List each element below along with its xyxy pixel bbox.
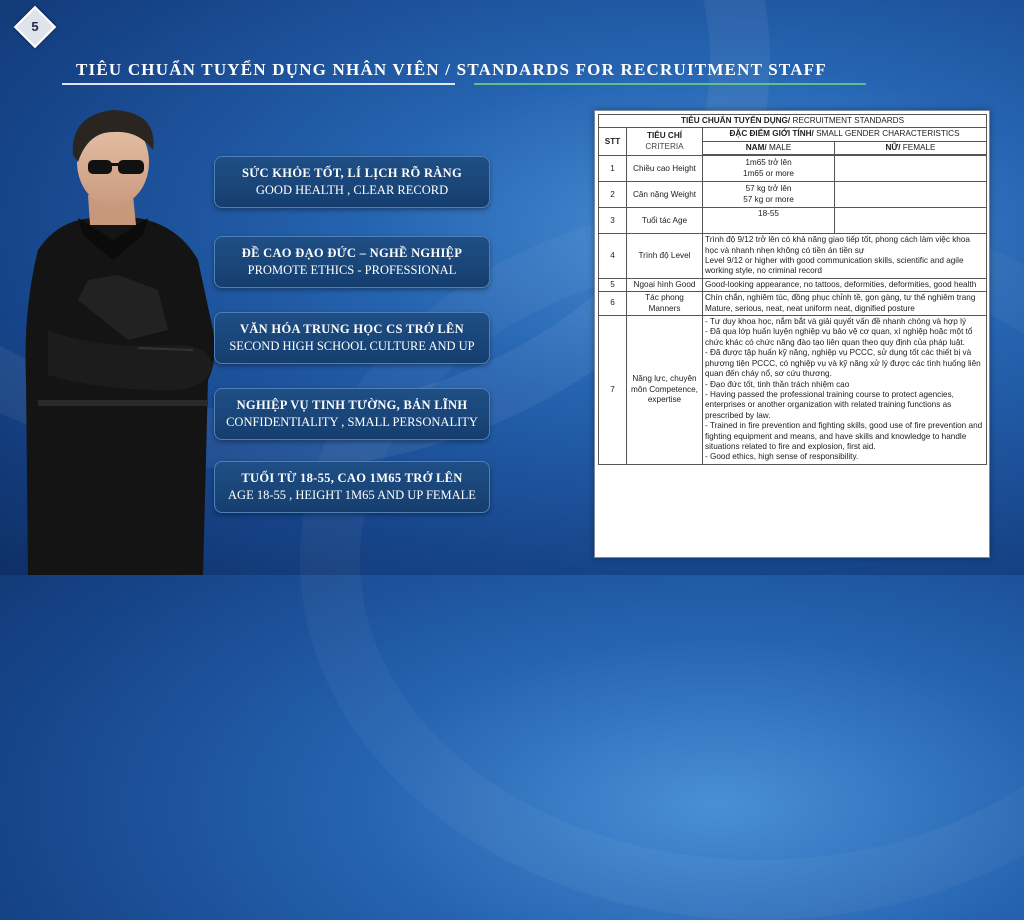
requirement-card (214, 236, 490, 288)
card-subtitle: CONFIDENTIALITY , SMALL PERSONALITY (226, 415, 478, 429)
table-row: 6 Tác phong Manners Chín chắn, nghiêm túc, đồng phục chỉnh tề, gọn gàng, tư thế nghiêm trang Mature, serious, neat, neat uniform neat, dignified posture (599, 292, 987, 316)
requirement-card (214, 388, 490, 440)
card-title: ĐỀ CAO ĐẠO ĐỨC – NGHỀ NGHIỆP (241, 246, 463, 260)
table-row: 5 Ngoại hình Good Good-looking appearance, no tattoos, deformities, deformities, good health (599, 278, 987, 291)
requirement-card (214, 312, 490, 364)
card-subtitle: SECOND HIGH SCHOOL CULTURE AND UP (229, 339, 475, 353)
staff-photo (18, 100, 228, 575)
female-header: NỮ/ FEMALE (835, 141, 987, 154)
requirement-card (214, 461, 490, 513)
criteria-header: TIÊU CHÍ CRITERIA (627, 128, 703, 156)
table-row: 2 Cân nặng Weight 57 kg trở lên 57 kg or more (599, 182, 987, 208)
table-title-bold: TIÊU CHUẨN TUYỂN DỤNG/ (681, 116, 791, 125)
table-row: 3 Tuổi tác Age 18-55 (599, 208, 987, 234)
page-title: TIÊU CHUẨN TUYỂN DỤNG NHÂN VIÊN / STANDARDS FOR RECRUITMENT STAFF (76, 60, 827, 79)
gender-header: ĐẶC ĐIỂM GIỚI TÍNH/ SMALL GENDER CHARACTERISTICS (703, 128, 987, 141)
title-underline-left (62, 83, 455, 85)
table-row: 4 Trình độ Level Trình độ 9/12 trở lên có khả năng giao tiếp tốt, phong cách làm việc khoa học và nhanh nhẹn không có tiền án tiền sự Level 9/12 or higher with good communication skills, scientific and agile working style, no criminal record (599, 234, 987, 279)
table-title-rest: RECRUITMENT STANDARDS (790, 116, 905, 125)
requirement-card (214, 156, 490, 208)
card-title: SỨC KHỎE TỐT, LÍ LỊCH RÕ RÀNG (242, 166, 462, 180)
standards-table-panel (594, 110, 990, 558)
card-title: TUỔI TỪ 18-55, CAO 1M65 TRỞ LÊN (241, 471, 463, 485)
stt-header: STT (599, 128, 627, 156)
card-subtitle: PROMOTE ETHICS - PROFESSIONAL (247, 263, 457, 277)
table-row: 7 Năng lực, chuyên môn Competence, expertise - Tư duy khoa học, nắm bắt và giải quyết vấn đề nhanh chóng và hợp lý - Đã qua lớp huấn luyện nghiệp vụ bảo vệ cơ quan, xí nghiệp hoặc một tổ chức khác có chức năng đào tạo liên quan theo quy định của pháp luật. - Đã được tập huấn kỹ năng, nghiệp vụ PCCC, sử dụng tốt các thiết bị và phương tiện PCCC, có nghiệp vụ và kỹ năng xử lý được các tình huống liên quan đến cháy nổ, sơ cứu thương. - Đạo đức tốt, tinh thần trách nhiệm cao - Having passed the professional training course to protect agencies, enterprises or another organization with related training functions as prescribed by law. - Trained in fire prevention and fighting skills, good use of fire prevention and fighting equipment and means, and have skills and knowledge to handle situations related to fire and explosion, first aid. - Good ethics, high sense of responsibility. (599, 316, 987, 465)
card-title: NGHIỆP VỤ TINH TƯỜNG, BẢN LĨNH (236, 398, 468, 412)
table-title (599, 115, 987, 128)
card-subtitle: GOOD HEALTH , CLEAR RECORD (255, 183, 449, 197)
page-number: 5 (31, 19, 39, 34)
table-row: 1 Chiều cao Height 1m65 trở lên 1m65 or more (599, 156, 987, 182)
card-subtitle: AGE 18-55 , HEIGHT 1M65 AND UP FEMALE (228, 488, 476, 502)
standards-table (598, 114, 987, 465)
male-header: NAM/ MALE (703, 141, 835, 154)
card-title: VĂN HÓA TRUNG HỌC CS TRỞ LÊN (240, 322, 464, 336)
title-underline-right (474, 83, 866, 85)
